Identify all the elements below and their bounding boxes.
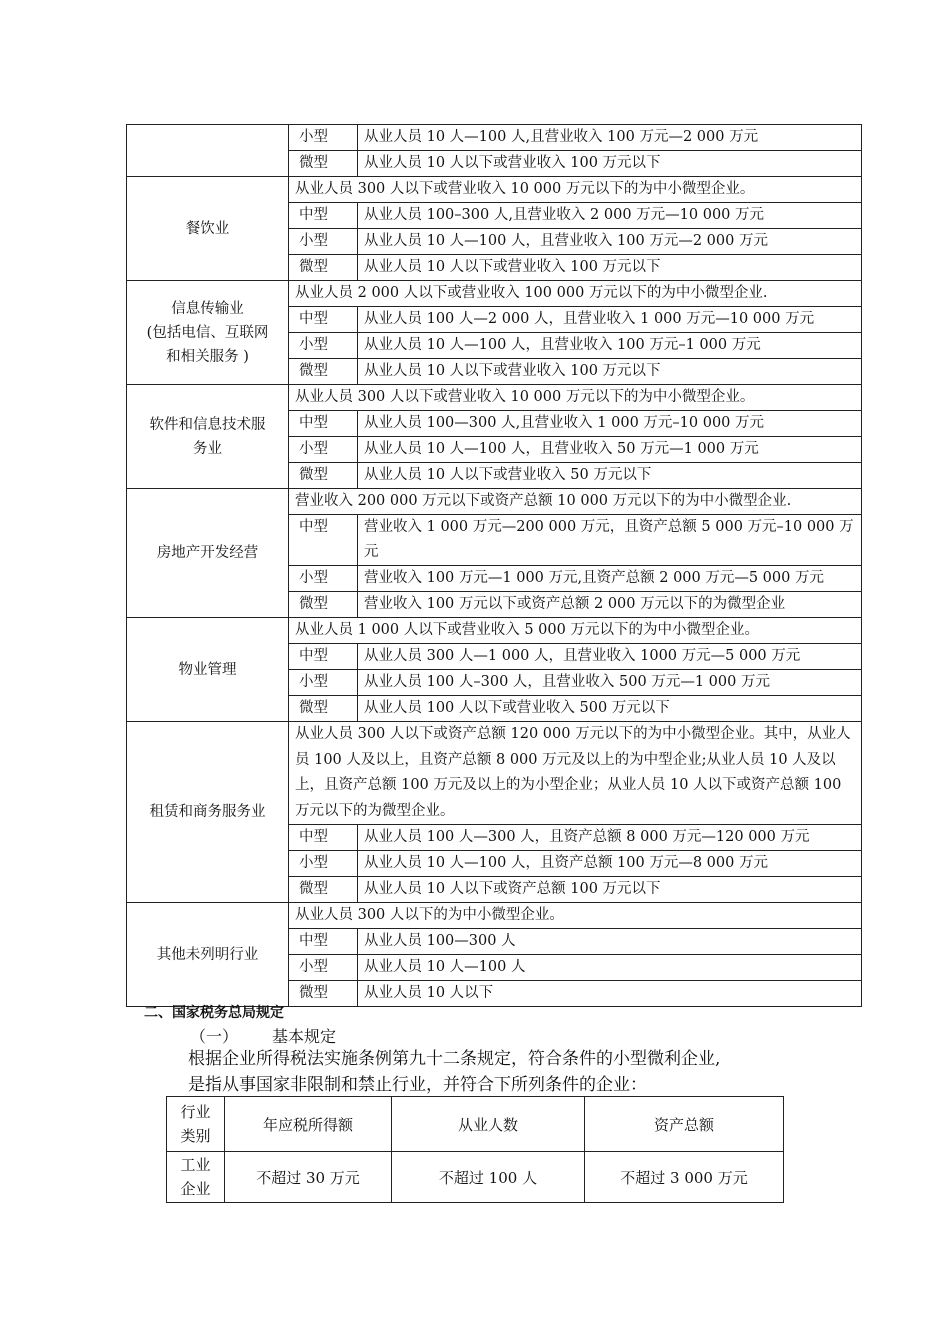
subsection-title: 基本规定 <box>272 1027 337 1046</box>
size-cell: 中型 <box>289 203 358 229</box>
criteria-cell: 从业人员 10 人—100 人，且资产总额 100 万元—8 000 万元 <box>358 851 862 877</box>
industry-cell-real-estate: 房地产开发经营 <box>127 489 289 618</box>
size-cell: 小型 <box>289 229 358 255</box>
industry-cell-information-transmission <box>127 281 289 385</box>
industry-cell-leasing: 租赁和商务服务业 <box>127 722 289 903</box>
industry-cell-software <box>127 385 289 489</box>
industry-line: 和相关服务 ) <box>166 348 249 365</box>
industry-line: (包括电信、互联网 <box>146 324 269 341</box>
criteria-cell: 营业收入 100 万元—1 000 万元,且资产总额 2 000 万元—5 000 万元 <box>358 566 862 592</box>
criteria-cell: 从业人员 10 人以下或营业收入 100 万元以下 <box>358 359 862 385</box>
table-row <box>127 281 862 307</box>
size-cell: 微型 <box>289 151 358 177</box>
size-cell: 小型 <box>289 851 358 877</box>
size-cell: 微型 <box>289 255 358 281</box>
criteria-cell: 从业人员 10 人以下或营业收入 50 万元以下 <box>358 463 862 489</box>
assets-cell: 不超过 3 000 万元 <box>585 1152 784 1203</box>
industry-cell-catering: 餐饮业 <box>127 177 289 281</box>
criteria-cell: 从业人员 10 人—100 人，且营业收入 100 万元—2 000 万元 <box>358 229 862 255</box>
industry-cell-property-management: 物业管理 <box>127 618 289 722</box>
table-header-row <box>167 1097 784 1152</box>
enterprise-size-table <box>126 124 862 1007</box>
employees-cell: 不超过 100 人 <box>392 1152 585 1203</box>
criteria-cell: 从业人员 10 人—100 人，且营业收入 50 万元—1 000 万元 <box>358 437 862 463</box>
size-cell: 中型 <box>289 411 358 437</box>
table-row <box>127 125 862 151</box>
header-employees: 从业人数 <box>392 1097 585 1152</box>
criteria-cell: 从业人员 100—300 人,且营业收入 1 000 万元–10 000 万元 <box>358 411 862 437</box>
criteria-cell: 从业人员 100—300 人 <box>358 929 862 955</box>
summary-cell: 营业收入 200 000 万元以下或资产总额 10 000 万元以下的为中小微型企业. <box>289 489 862 515</box>
criteria-cell: 从业人员 100 人以下或营业收入 500 万元以下 <box>358 696 862 722</box>
section-heading: 二、国家税务总局规定 <box>144 1005 284 1021</box>
criteria-cell: 从业人员 10 人以下或营业收入 100 万元以下 <box>358 151 862 177</box>
header-industry-category <box>167 1097 225 1152</box>
criteria-cell: 从业人员 10 人以下或资产总额 100 万元以下 <box>358 877 862 903</box>
subsection-heading <box>190 1024 336 1047</box>
criteria-cell: 从业人员 100 人—300 人，且资产总额 8 000 万元—120 000 万元 <box>358 825 862 851</box>
criteria-cell: 从业人员 10 人—100 人，且营业收入 100 万元–1 000 万元 <box>358 333 862 359</box>
industry-cell-continued <box>127 125 289 177</box>
category-line: 企业 <box>180 1180 211 1198</box>
industry-line: 信息传输业 <box>171 300 244 317</box>
size-cell: 微型 <box>289 592 358 618</box>
header-total-assets: 资产总额 <box>585 1097 784 1152</box>
criteria-cell: 从业人员 300 人—1 000 人，且营业收入 1000 万元—5 000 万元 <box>358 644 862 670</box>
category-cell <box>167 1152 225 1203</box>
size-cell: 中型 <box>289 825 358 851</box>
paragraph-line: 根据企业所得税法实施条例第九十二条规定，符合条件的小型微利企业, <box>188 1049 721 1069</box>
criteria-cell: 营业收入 1 000 万元—200 000 万元，且资产总额 5 000 万元–10 000 万元 <box>358 515 862 566</box>
summary-cell: 从业人员 300 人以下的为中小微型企业。 <box>289 903 862 929</box>
size-cell: 小型 <box>289 670 358 696</box>
size-cell: 微型 <box>289 981 358 1007</box>
subsection-number: （一） <box>190 1027 239 1046</box>
size-cell: 微型 <box>289 463 358 489</box>
header-line: 行业 <box>180 1103 211 1121</box>
size-cell: 中型 <box>289 929 358 955</box>
criteria-cell: 从业人员 10 人—100 人 <box>358 955 862 981</box>
table-row <box>127 618 862 644</box>
table-row <box>127 903 862 929</box>
size-cell: 中型 <box>289 515 358 566</box>
criteria-cell: 从业人员 10 人以下 <box>358 981 862 1007</box>
criteria-cell: 从业人员 100 人—2 000 人，且营业收入 1 000 万元—10 000 万元 <box>358 307 862 333</box>
criteria-cell: 营业收入 100 万元以下或资产总额 2 000 万元以下的为微型企业 <box>358 592 862 618</box>
size-cell: 小型 <box>289 955 358 981</box>
table-row <box>167 1152 784 1203</box>
table-row <box>127 385 862 411</box>
summary-cell: 从业人员 300 人以下或营业收入 10 000 万元以下的为中小微型企业。 <box>289 385 862 411</box>
size-cell: 小型 <box>289 566 358 592</box>
size-cell: 中型 <box>289 644 358 670</box>
table-row <box>127 489 862 515</box>
size-cell: 微型 <box>289 877 358 903</box>
industry-cell-other: 其他未列明行业 <box>127 903 289 1007</box>
size-cell: 微型 <box>289 359 358 385</box>
criteria-cell: 从业人员 100 人–300 人，且营业收入 500 万元—1 000 万元 <box>358 670 862 696</box>
small-low-profit-criteria-table <box>166 1096 784 1203</box>
income-cell: 不超过 30 万元 <box>225 1152 392 1203</box>
industry-line: 务业 <box>193 440 222 457</box>
size-cell: 微型 <box>289 696 358 722</box>
size-cell: 中型 <box>289 307 358 333</box>
table-row <box>127 722 862 825</box>
summary-cell: 从业人员 300 人以下或资产总额 120 000 万元以下的为中小微型企业。其中，从业人员 100 人及以上，且资产总额 8 000 万元及以上的为中型企业;从业人员 10 人及以上，且资产总额 100 万元及以上的为小型企业；从业人员 10 人以下或资产总额 100 万元以下的为微型企业。 <box>289 722 862 825</box>
size-cell: 小型 <box>289 333 358 359</box>
category-line: 工业 <box>180 1156 211 1174</box>
criteria-cell: 从业人员 10 人—100 人,且营业收入 100 万元—2 000 万元 <box>358 125 862 151</box>
body-paragraph <box>188 1046 888 1098</box>
summary-cell: 从业人员 300 人以下或营业收入 10 000 万元以下的为中小微型企业。 <box>289 177 862 203</box>
industry-line: 软件和信息技术服 <box>149 416 266 433</box>
summary-cell: 从业人员 1 000 人以下或营业收入 5 000 万元以下的为中小微型企业。 <box>289 618 862 644</box>
criteria-cell: 从业人员 10 人以下或营业收入 100 万元以下 <box>358 255 862 281</box>
criteria-cell: 从业人员 100–300 人,且营业收入 2 000 万元—10 000 万元 <box>358 203 862 229</box>
summary-cell: 从业人员 2 000 人以下或营业收入 100 000 万元以下的为中小微型企业. <box>289 281 862 307</box>
header-line: 类别 <box>180 1127 211 1145</box>
paragraph-line: 是指从事国家非限制和禁止行业，并符合下所列条件的企业： <box>188 1075 647 1095</box>
table-row <box>127 177 862 203</box>
size-cell: 小型 <box>289 125 358 151</box>
size-cell: 小型 <box>289 437 358 463</box>
header-taxable-income: 年应税所得额 <box>225 1097 392 1152</box>
